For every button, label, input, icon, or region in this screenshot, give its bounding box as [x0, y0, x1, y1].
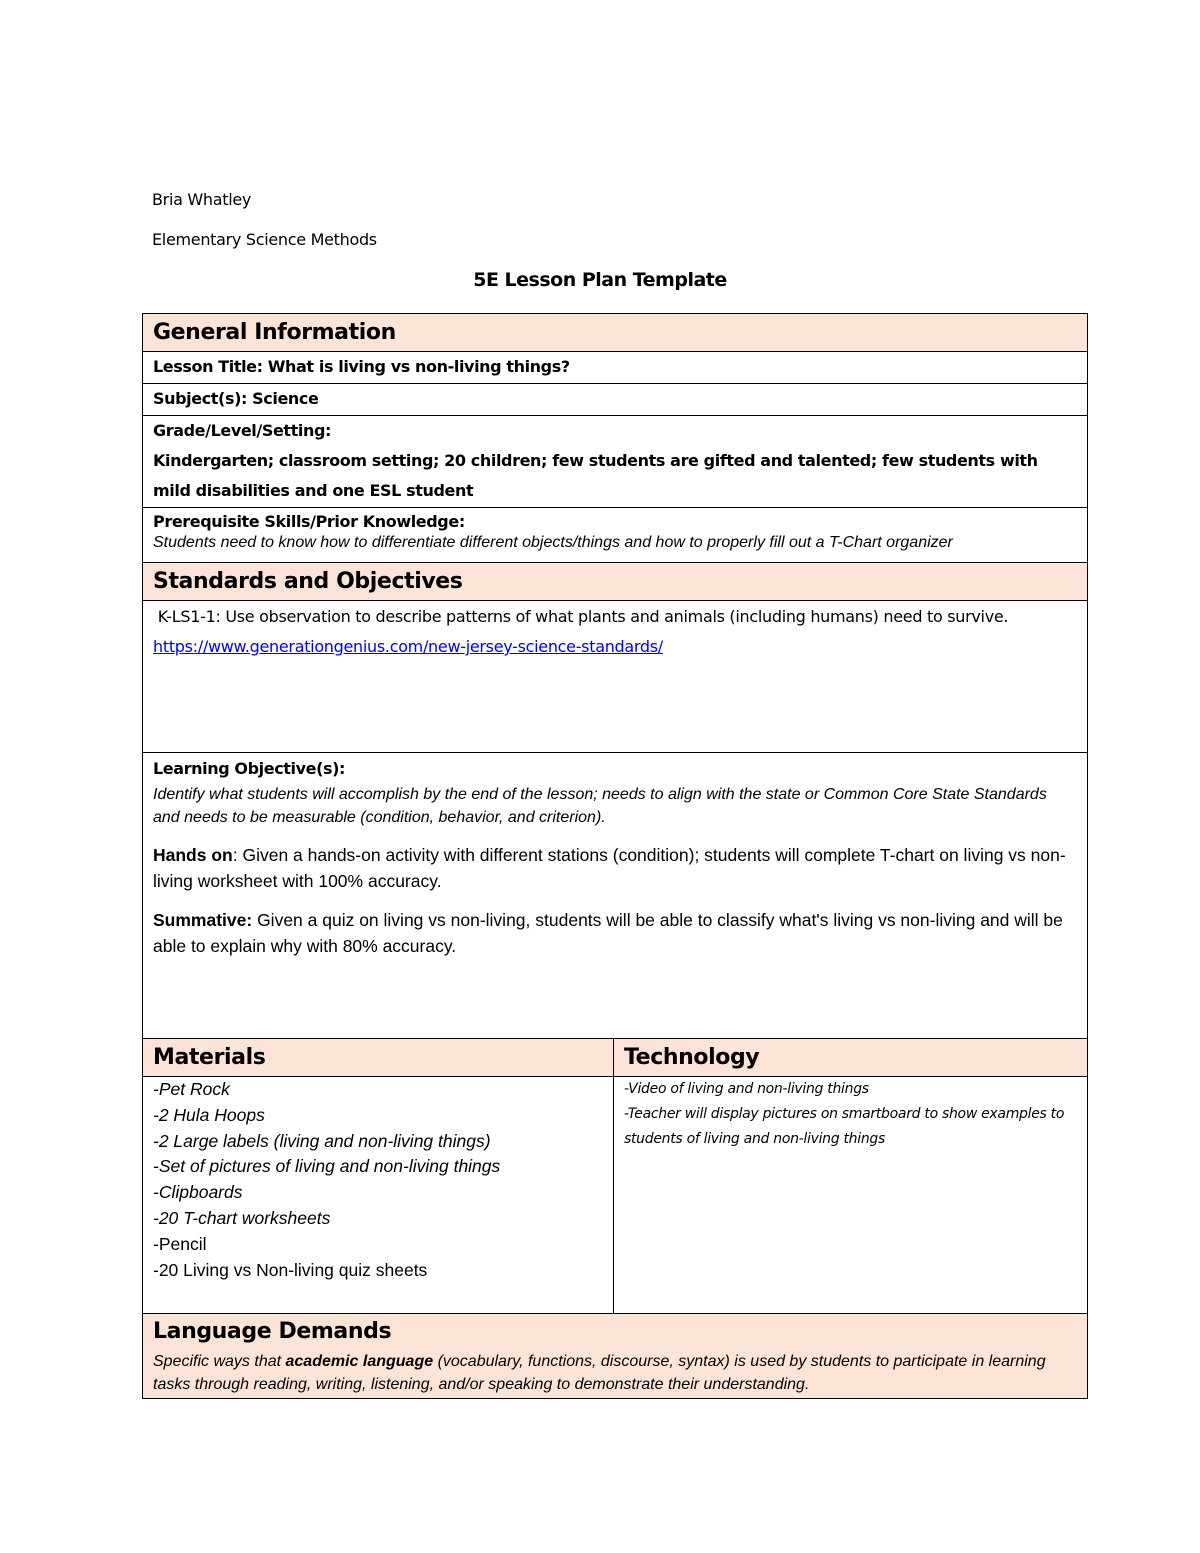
objectives-label: Learning Objective(s): [153, 759, 346, 778]
general-information-heading: General Information [143, 314, 1088, 352]
grade-label: Grade/Level/Setting: [153, 421, 332, 440]
lesson-plan-table [142, 313, 1088, 1399]
materials-cell [143, 1077, 614, 1314]
standards-row [143, 601, 1088, 753]
lang-desc-before: Specific ways that [153, 1353, 286, 1370]
author-name: Bria Whatley [152, 190, 252, 209]
materials-item: -20 Living vs Non-living quiz sheets [153, 1259, 428, 1280]
materials-item: -2 Large labels (living and non-living things) [153, 1130, 491, 1151]
grade-value: Kindergarten; classroom setting; 20 children; few students are gifted and talented; few students with mild disabilities and one ESL student [153, 451, 1038, 500]
lang-desc-after: (vocabulary, functions, discourse, syntax) is used by students to participate in learning tasks through reading, writing, listening, and/or speaking to demonstrate their understanding. [153, 1353, 1051, 1393]
materials-item: -Set of pictures of living and non-living things [153, 1156, 501, 1177]
materials-item: -20 T-chart worksheets [153, 1207, 331, 1228]
technology-item: -Teacher will display pictures on smartboard to show examples to students of living and non-living things [624, 1106, 1065, 1147]
summative-label: Summative: [153, 910, 253, 930]
materials-item: -Pet Rock [153, 1079, 230, 1099]
standard-text: K-LS1-1: Use observation to describe patterns of what plants and animals (including humans) need to survive. [153, 607, 1009, 626]
materials-heading: Materials [143, 1039, 614, 1077]
prereq-label: Prerequisite Skills/Prior Knowledge: [153, 512, 465, 531]
standards-link[interactable]: https://www.generationgenius.com/new-jersey-science-standards/ [153, 637, 663, 656]
technology-item: -Video of living and non-living things [624, 1081, 869, 1097]
materials-list [153, 1077, 603, 1283]
technology-cell [614, 1077, 1088, 1314]
learning-objectives-row [143, 753, 1088, 1039]
lesson-title: Lesson Title: What is living vs non-living things? [153, 357, 570, 376]
standards-objectives-heading: Standards and Objectives [143, 563, 1088, 601]
hands-on-label: Hands on [153, 845, 233, 865]
grade-level-setting-row [143, 416, 1088, 508]
course-name: Elementary Science Methods [152, 230, 377, 249]
language-demands-heading: Language Demands [153, 1319, 392, 1344]
subjects-row [143, 384, 1088, 416]
technology-heading: Technology [614, 1039, 1088, 1077]
summative-text: Given a quiz on living vs non-living, students will be able to classify what's living vs non-living and will be able to explain why with 80% accuracy. [153, 910, 1068, 956]
summative-objective [153, 907, 1077, 959]
lesson-title-row [143, 352, 1088, 384]
prerequisite-row [143, 508, 1088, 563]
materials-item: -2 Hula Hoops [153, 1104, 265, 1125]
materials-item: -Clipboards [153, 1182, 243, 1203]
hands-on-objective [153, 842, 1077, 894]
materials-item: -Pencil [153, 1233, 207, 1254]
technology-list [624, 1077, 1077, 1152]
subjects: Subject(s): Science [153, 389, 319, 408]
objectives-description: Identify what students will accomplish by the end of the lesson; needs to align with the state or Common Core State Standards and needs to be measurable (condition, behavior, and criterion). [153, 786, 1047, 826]
document-title: 5E Lesson Plan Template [473, 269, 727, 291]
hands-on-text: : Given a hands-on activity with different stations (condition); students will complete T-chart on living vs non-living worksheet with 100% accuracy. [153, 845, 1066, 891]
language-demands-description [153, 1350, 1077, 1396]
lang-desc-bold: academic language [285, 1353, 434, 1370]
language-demands-cell [143, 1314, 1088, 1399]
prereq-value: Students need to know how to differentiate different objects/things and how to properly fill out a T-Chart organizer [153, 534, 953, 551]
